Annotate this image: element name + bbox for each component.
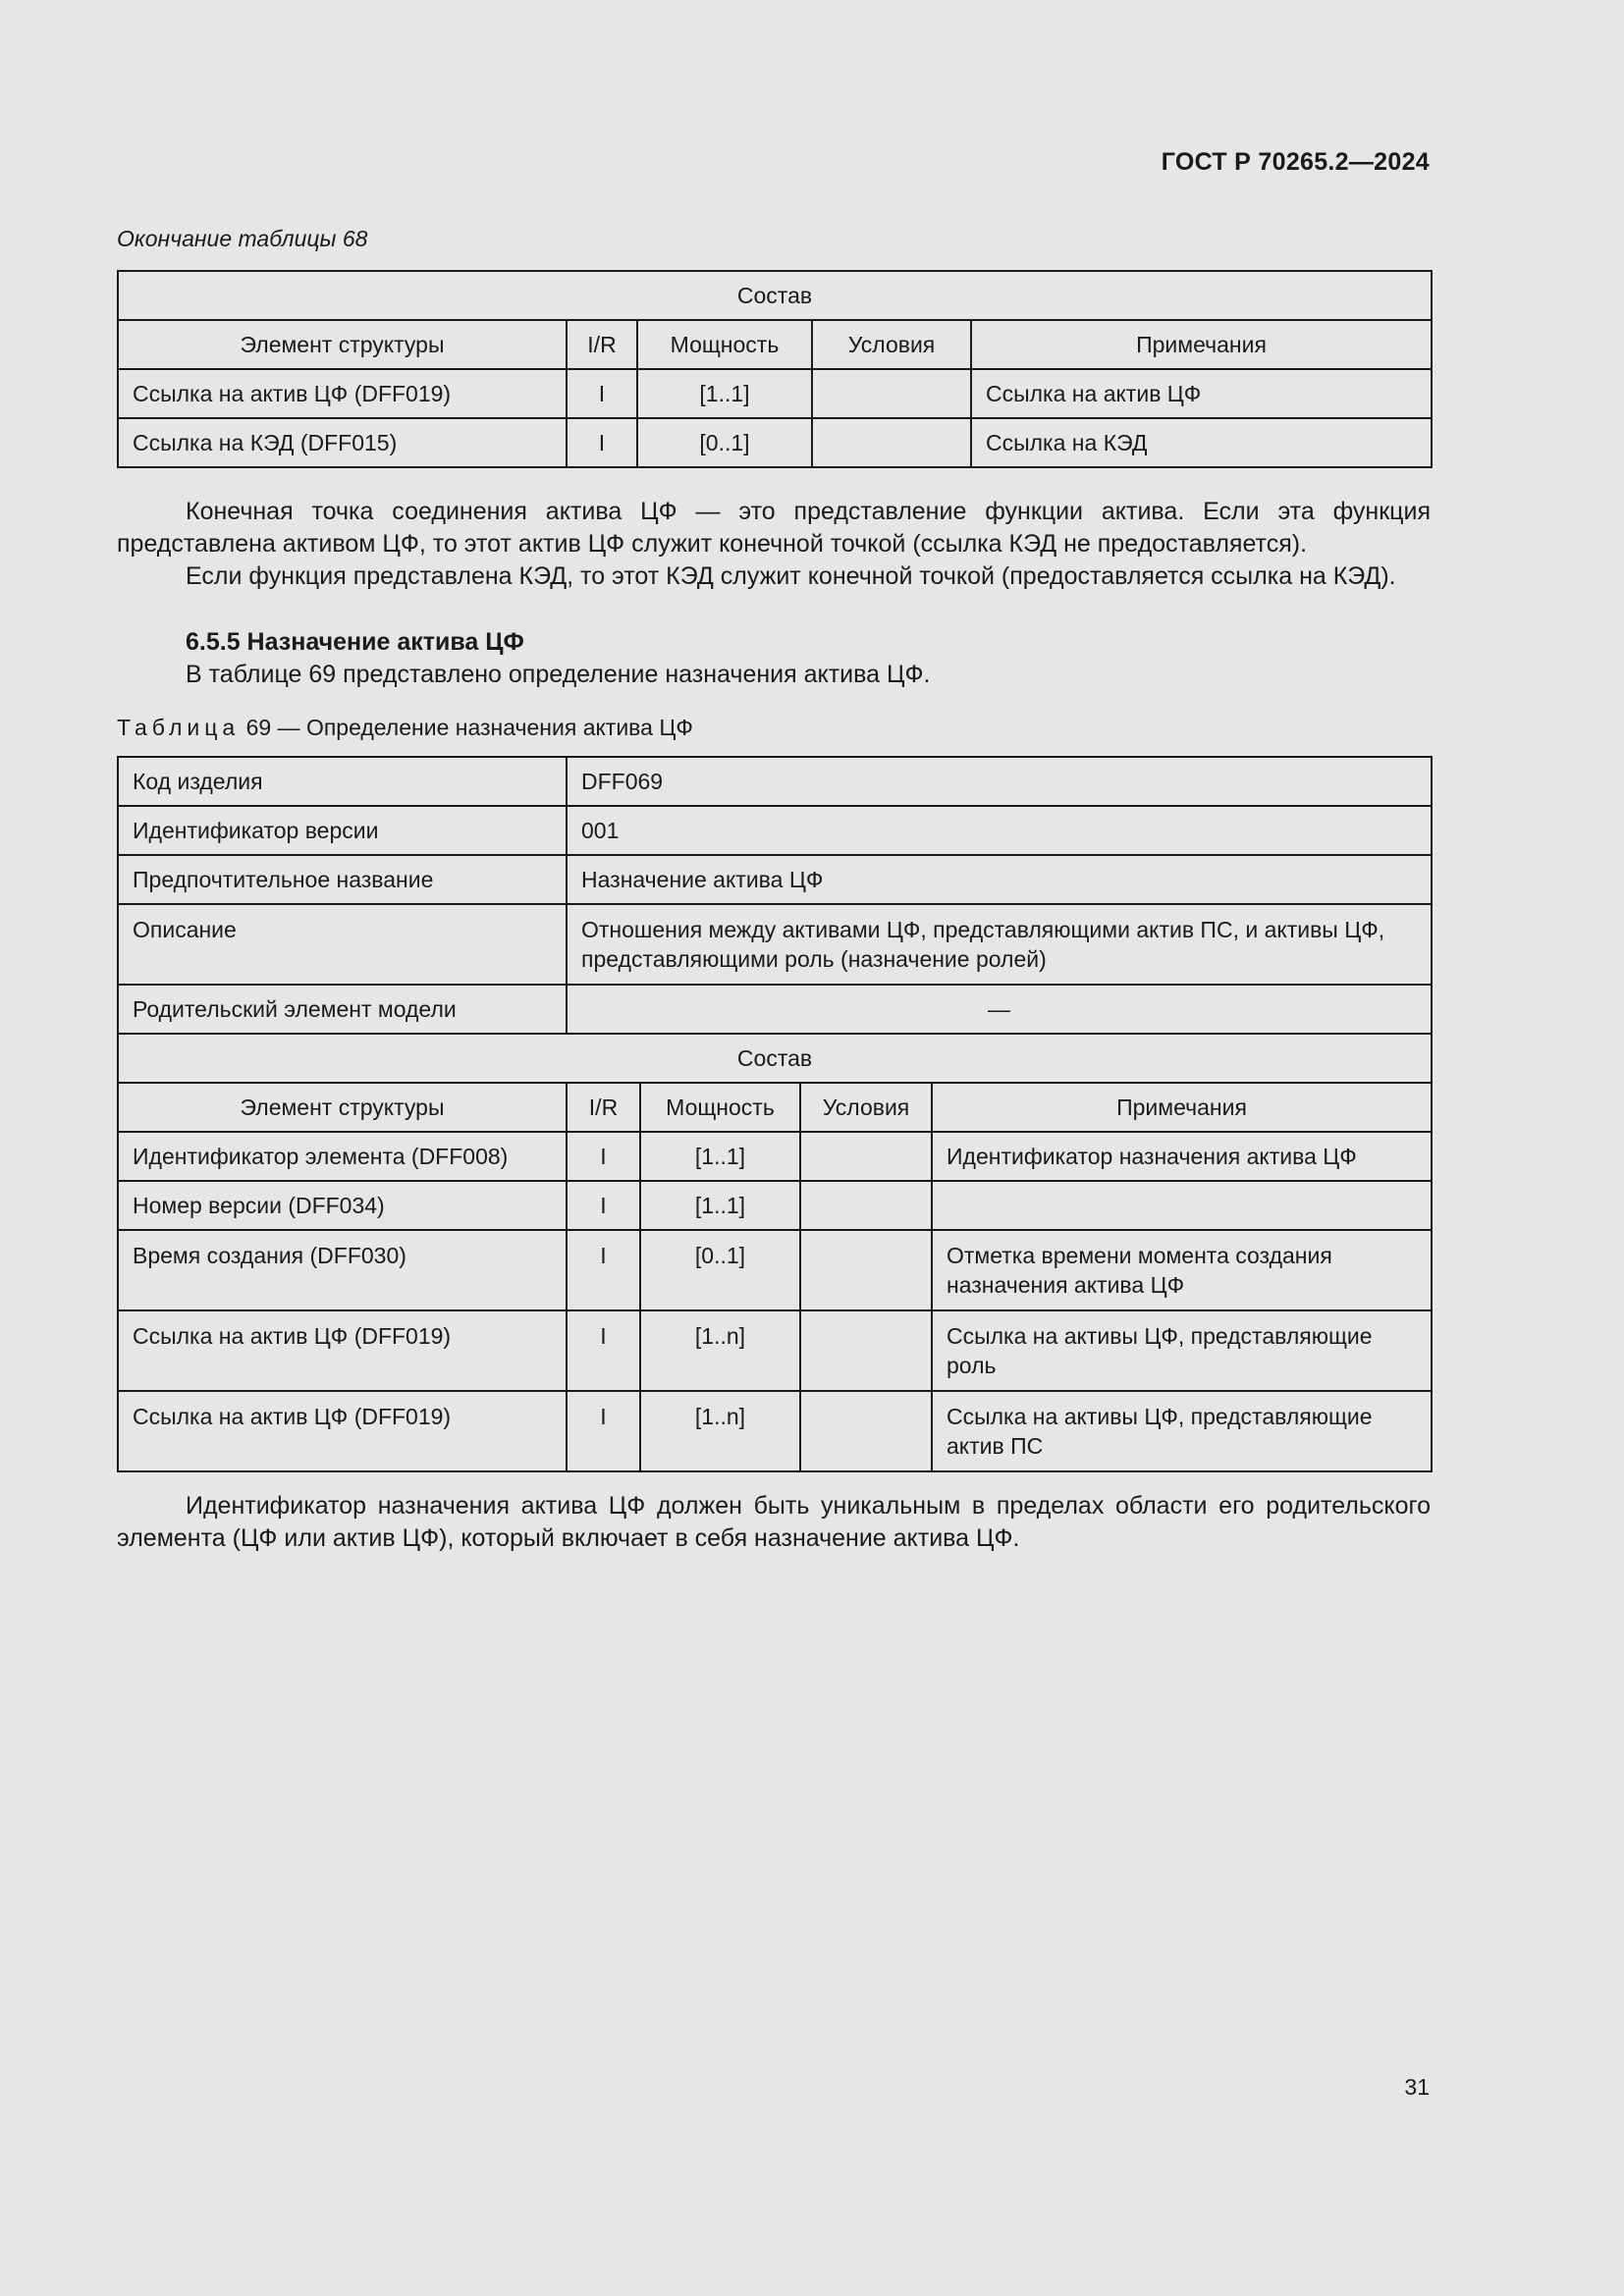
table-cell: I: [567, 1132, 640, 1181]
paragraph: Если функция представлена КЭД, то этот КЭД служит конечной точкой (предоставляется ссылка на КЭД).: [186, 562, 1396, 590]
table69-caption: [117, 715, 693, 741]
table-cell: [1..1]: [637, 369, 812, 418]
property-key: Код изделия: [118, 757, 567, 806]
table-row: [118, 1132, 1432, 1181]
table-cell: I: [567, 369, 637, 418]
table-68: [117, 270, 1433, 468]
table-row: [118, 1391, 1432, 1471]
table-cell: I: [567, 1310, 640, 1391]
table-caption-label: Таблица: [117, 715, 241, 740]
property-key: Предпочтительное название: [118, 855, 567, 904]
property-value: DFF069: [567, 757, 1432, 806]
paragraph: Идентификатор назначения актива ЦФ должен быть уникальным в пределах области его родительского элемента (ЦФ или актив ЦФ), который включает в себя назначение актива ЦФ.: [117, 1492, 1431, 1552]
table-cell: Ссылка на актив ЦФ (DFF019): [118, 369, 567, 418]
table-cell: Ссылка на КЭД (DFF015): [118, 418, 567, 467]
table-cell: Ссылка на актив ЦФ: [971, 369, 1432, 418]
table-cell: Ссылка на актив ЦФ (DFF019): [118, 1310, 567, 1391]
document-id: ГОСТ Р 70265.2—2024: [1161, 148, 1430, 176]
table-row: [118, 418, 1432, 467]
table-cell: I: [567, 1230, 640, 1310]
column-header: I/R: [567, 320, 637, 369]
property-value: Отношения между активами ЦФ, представляющими актив ПС, и активы ЦФ, представляющими роль (назначение ролей): [567, 904, 1432, 985]
table-cell: [932, 1181, 1432, 1230]
column-header: I/R: [567, 1083, 640, 1132]
table-header-row: [118, 1083, 1432, 1132]
section-heading: 6.5.5 Назначение актива ЦФ: [186, 628, 524, 656]
table-cell: Время создания (DFF030): [118, 1230, 567, 1310]
column-header: Условия: [812, 320, 971, 369]
table-cell: [0..1]: [637, 418, 812, 467]
table-cell: Идентификатор элемента (DFF008): [118, 1132, 567, 1181]
table-cell: [0..1]: [640, 1230, 800, 1310]
column-header: Примечания: [971, 320, 1432, 369]
table-caption-title: 69 — Определение назначения актива ЦФ: [245, 715, 693, 740]
table-cell: Номер версии (DFF034): [118, 1181, 567, 1230]
paragraph: В таблице 69 представлено определение назначения актива ЦФ.: [186, 661, 931, 688]
property-value: 001: [567, 806, 1432, 855]
table-cell: [812, 369, 971, 418]
column-header: Мощность: [637, 320, 812, 369]
table-cell: [1..1]: [640, 1132, 800, 1181]
table-cell: Идентификатор назначения актива ЦФ: [932, 1132, 1432, 1181]
column-header: Элемент структуры: [118, 1083, 567, 1132]
column-header: Примечания: [932, 1083, 1432, 1132]
section-title: Состав: [118, 1034, 1432, 1083]
column-header: Элемент структуры: [118, 320, 567, 369]
property-value: Назначение актива ЦФ: [567, 855, 1432, 904]
property-key: Родительский элемент модели: [118, 985, 567, 1034]
table-row: [118, 369, 1432, 418]
table-cell: I: [567, 1181, 640, 1230]
table-cell: [1..n]: [640, 1391, 800, 1471]
paragraph: Конечная точка соединения актива ЦФ — это представление функции актива. Если эта функция представлена активом ЦФ, то этот актив ЦФ служит конечной точкой (ссылка КЭД не предоставляется).: [117, 498, 1431, 558]
property-row: [118, 904, 1432, 985]
property-row: [118, 757, 1432, 806]
property-value: —: [567, 985, 1432, 1034]
table-cell: I: [567, 1391, 640, 1471]
table-69: [117, 756, 1433, 1472]
property-key: Идентификатор версии: [118, 806, 567, 855]
table-cell: [800, 1132, 932, 1181]
table-cell: Ссылка на активы ЦФ, представляющие актив ПС: [932, 1391, 1432, 1471]
table-row: [118, 1181, 1432, 1230]
page-number: 31: [1404, 2074, 1430, 2100]
table-section-row: [118, 271, 1432, 320]
property-row: [118, 855, 1432, 904]
table-cell: [800, 1391, 932, 1471]
table-row: [118, 1310, 1432, 1391]
property-key: Описание: [118, 904, 567, 985]
table-cell: Ссылка на КЭД: [971, 418, 1432, 467]
table-section-row: [118, 1034, 1432, 1083]
table-cell: [800, 1181, 932, 1230]
property-row: [118, 985, 1432, 1034]
table-cell: [1..1]: [640, 1181, 800, 1230]
table-cell: Отметка времени момента создания назначения актива ЦФ: [932, 1230, 1432, 1310]
table-cell: [812, 418, 971, 467]
table-cell: [800, 1230, 932, 1310]
table-row: [118, 1230, 1432, 1310]
section-title: Состав: [118, 271, 1432, 320]
table-cell: Ссылка на активы ЦФ, представляющие роль: [932, 1310, 1432, 1391]
property-row: [118, 806, 1432, 855]
table-cell: Ссылка на актив ЦФ (DFF019): [118, 1391, 567, 1471]
column-header: Мощность: [640, 1083, 800, 1132]
table-cell: [800, 1310, 932, 1391]
table-header-row: [118, 320, 1432, 369]
table-cell: I: [567, 418, 637, 467]
column-header: Условия: [800, 1083, 932, 1132]
table-cell: [1..n]: [640, 1310, 800, 1391]
table68-caption: Окончание таблицы 68: [117, 226, 368, 251]
